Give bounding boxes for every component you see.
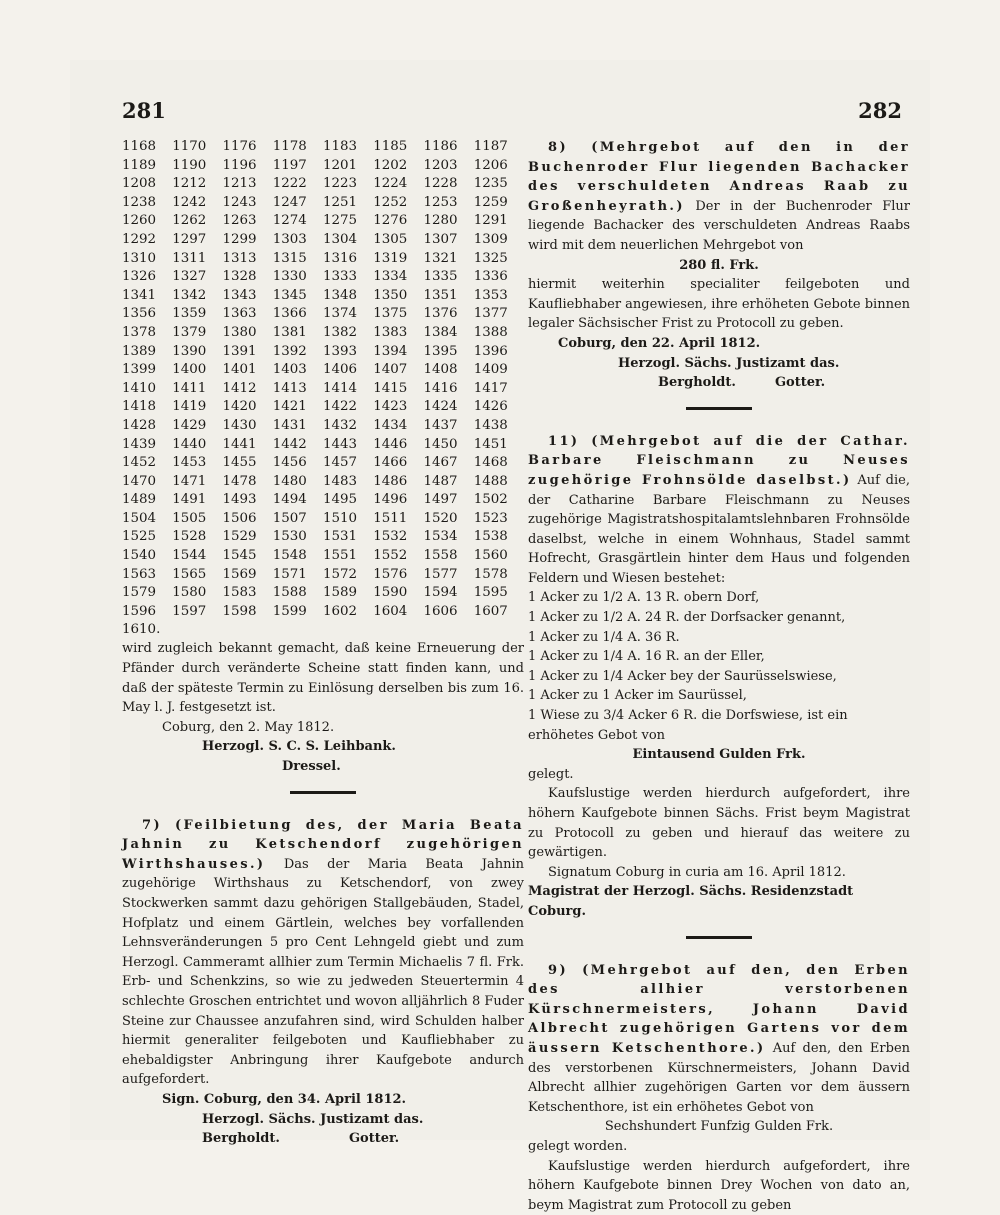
pledge-number: 1571 [273,566,323,585]
notice-11-item: 1 Acker zu 1/4 A. 36 R. [528,628,910,648]
pledge-number: 1551 [323,547,373,566]
pledge-number: 1604 [373,603,423,622]
pledge-number: 1540 [122,547,172,566]
pledge-number: 1375 [373,305,423,324]
pledge-number: 1242 [172,194,222,213]
notice-11-date: Signatum Coburg in curia am 16. April 1812. [528,863,910,883]
pledge-number: 1606 [424,603,474,622]
pledge-number: 1213 [223,175,273,194]
pledge-number: 1223 [323,175,373,194]
pledge-number: 1594 [424,584,474,603]
pledge-number: 1576 [373,566,423,585]
pledge-number: 1412 [223,380,273,399]
pledge-number: 1384 [424,324,474,343]
pledge-number: 1345 [273,287,323,306]
pledge-number: 1382 [323,324,373,343]
pledge-number: 1530 [273,528,323,547]
pledge-number: 1202 [373,157,423,176]
pledge-number: 1598 [223,603,273,622]
section-divider [290,791,356,794]
pledge-number: 1607 [474,603,524,622]
pledge-number: 1572 [323,566,373,585]
pledge-number-row [122,566,524,585]
pledge-number: 1424 [424,398,474,417]
notice-11-items [528,588,910,745]
pledge-number: 1563 [122,566,172,585]
pledge-number: 1434 [373,417,423,436]
pledge-number: 1457 [323,454,373,473]
pledge-number: 1326 [122,268,172,287]
pledge-number: 1353 [474,287,524,306]
pledge-number: 1532 [373,528,423,547]
pawn-notice-text: wird zugleich bekannt gemacht, daß keine Erneuerung der Pfänder durch veränderte Scheine statt finden kann, und daß der späteste Termin zu Einlösung derselben bis zum 16. May l. J. festgesetzt ist. [122,639,524,717]
notice-9 [528,961,910,1118]
pledge-number: 1488 [474,473,524,492]
pledge-number: 1431 [273,417,323,436]
pledge-number: 1579 [122,584,172,603]
pawn-notice-issuer: Herzogl. S. C. S. Leihbank. [122,737,524,757]
pledge-number: 1452 [122,454,172,473]
notice-8-body: Der in der Buchenroder Flur liegende Bachacker des verschuldeten Andreas Raabs wird mit dem neuerlichen Mehrgebot von [528,199,910,253]
notice-11-amount: Eintausend Gulden Frk. [528,745,910,765]
pledge-number: 1280 [424,212,474,231]
pledge-number: 1437 [424,417,474,436]
pledge-number: 1391 [223,343,273,362]
pledge-number: 1259 [474,194,524,213]
notice-7-issuer: Herzogl. Sächs. Justizamt das. [122,1110,524,1130]
notice-7-signer-2: Gotter. [349,1131,399,1146]
notice-9-body: Auf den, den Erben des verstorbenen Kürschnermeisters, Johann David Albrecht allhier zugehörigen Garten vor dem äussern Ketschenthore, ist ein erhöhetes Gebot von [528,1041,910,1115]
pledge-number: 1529 [223,528,273,547]
pledge-number: 1453 [172,454,222,473]
pledge-number: 1451 [474,436,524,455]
pledge-number: 1399 [122,361,172,380]
pledge-number-row [122,343,524,362]
pledge-number: 1590 [373,584,423,603]
notice-8-signers [528,373,910,393]
pledge-number: 1502 [474,491,524,510]
pledge-number: 1238 [122,194,172,213]
right-page-number: 282 [858,98,902,123]
pledge-number: 1262 [172,212,222,231]
pledge-number: 1596 [122,603,172,622]
pledge-number: 1421 [273,398,323,417]
notice-11-item: 1 Acker zu 1/2 A. 13 R. obern Dorf, [528,588,910,608]
pledge-number: 1253 [424,194,474,213]
section-divider [686,936,752,939]
pledge-number: 1206 [474,157,524,176]
pledge-number: 1580 [172,584,222,603]
notice-7-signer-1: Bergholdt. [202,1131,280,1146]
pledge-number: 1577 [424,566,474,585]
pledge-number: 1407 [373,361,423,380]
pledge-number: 1558 [424,547,474,566]
pledge-number: 1170 [172,138,222,157]
pledge-number: 1597 [172,603,222,622]
pledge-number: 1408 [424,361,474,380]
pledge-number: 1525 [122,528,172,547]
pledge-number: 1196 [223,157,273,176]
pledge-number: 1506 [223,510,273,529]
pledge-number: 1291 [474,212,524,231]
pledge-number: 1377 [474,305,524,324]
pledge-number: 1420 [223,398,273,417]
pledge-number: 1224 [373,175,423,194]
pledge-number: 1228 [424,175,474,194]
pledge-number-row [122,157,524,176]
pledge-number: 1495 [323,491,373,510]
pledge-number-row [122,417,524,436]
pledge-number: 1389 [122,343,172,362]
pledge-number: 1589 [323,584,373,603]
pledge-number: 1417 [474,380,524,399]
pledge-number-row [122,194,524,213]
pledge-number: 1419 [172,398,222,417]
pledge-number-row [122,547,524,566]
pledge-number: 1297 [172,231,222,250]
notice-8-date: Coburg, den 22. April 1812. [528,334,910,354]
pledge-number-row [122,250,524,269]
notice-11-item: 1 Acker zu 1/4 Acker bey der Saurüsselswiese, [528,667,910,687]
pledge-number: 1311 [172,250,222,269]
notice-11-heading: 11) (Mehrgebot auf die der Cathar. Barbare Fleischmann zu Neuses zugehörige Frohnsölde daselbst.) [528,434,910,488]
pledge-number: 1505 [172,510,222,529]
notice-7-body: Das der Maria Beata Jahnin zugehörige Wirthshaus zu Ketschendorf, von zwey Stockwerken sammt dazu gehörigen Stallgebäuden, Stadel, Hofplatz und einem Gärtlein, welches bey vorfallenden Lehnsveränderungen 5 pro Cent Lehngeld giebt und zum Herzogl. Cammeramt allhier zum Termin Michaelis 7 fl. Frk. Erb- und Schenkzins, so wie zu jedweden Steuertermin 4 schlechte Groschen entrichtet und wovon alljährlich 8 Fuder Steine zur Chaussee anzufahren sind, wird Schulden halber hiermit generaliter feilgeboten und Kaufliebhaber zu ehebaldigster Anbringung ihrer Kaufgebote andurch aufgefordert. [122,857,524,1088]
pledge-number: 1356 [122,305,172,324]
pledge-number: 1315 [273,250,323,269]
pledge-number: 1359 [172,305,222,324]
pledge-number: 1342 [172,287,222,306]
pledge-number: 1336 [474,268,524,287]
pledge-number: 1330 [273,268,323,287]
pledge-number-row [122,398,524,417]
pledge-number: 1321 [424,250,474,269]
pledge-number: 1235 [474,175,524,194]
pledge-number: 1486 [373,473,423,492]
pledge-number: 1411 [172,380,222,399]
pledge-number: 1497 [424,491,474,510]
pledge-number: 1351 [424,287,474,306]
pledge-number: 1276 [373,212,423,231]
pledge-number: 1432 [323,417,373,436]
notice-8-issuer: Herzogl. Sächs. Justizamt das. [528,354,910,374]
pledge-number-row [122,231,524,250]
pledge-number: 1251 [323,194,373,213]
notice-11-item: 1 Acker zu 1/4 A. 16 R. an der Eller, [528,647,910,667]
notice-11-item: 1 Wiese zu 3/4 Acker 6 R. die Dorfswiese, ist ein erhöhetes Gebot von [528,706,910,745]
pledge-number: 1418 [122,398,172,417]
pledge-number: 1379 [172,324,222,343]
pledge-number: 1201 [323,157,373,176]
pledge-number: 1247 [273,194,323,213]
pledge-number: 1168 [122,138,172,157]
pledge-number: 1578 [474,566,524,585]
pledge-number-row [122,212,524,231]
pledge-number: 1307 [424,231,474,250]
pledge-number: 1487 [424,473,474,492]
pledge-number: 1303 [273,231,323,250]
pledge-number: 1305 [373,231,423,250]
pledge-number: 1569 [223,566,273,585]
right-column [528,138,910,1215]
pledge-number: 1333 [323,268,373,287]
notice-9-heading: 9) (Mehrgebot auf den, den Erben des allhier verstorbenen Kürschnermeisters, Johann David Albrecht zugehörigen Gartens vor dem äussern Ketschenthore.) [528,963,910,1056]
pledge-number: 1197 [273,157,323,176]
pledge-number: 1208 [122,175,172,194]
pledge-number: 1416 [424,380,474,399]
pledge-number: 1252 [373,194,423,213]
pledge-number: 1413 [273,380,323,399]
notice-8-signer-2: Gotter. [775,375,825,390]
pledge-number: 1442 [273,436,323,455]
pledge-number: 1588 [273,584,323,603]
pledge-number: 1415 [373,380,423,399]
pledge-number-row [122,528,524,547]
pledge-number-row [122,138,524,157]
pledge-number: 1470 [122,473,172,492]
pledge-number: 1388 [474,324,524,343]
pledge-number: 1491 [172,491,222,510]
notice-8-body-2: hiermit weiterhin specialiter feilgeboten und Kaufliebhaber angewiesen, ihre erhöheten Gebote binnen legaler Sächsischer Frist zu Protocoll zu geben. [528,275,910,334]
pledge-number-row [122,175,524,194]
pledge-number: 1243 [223,194,273,213]
pledge-number: 1381 [273,324,323,343]
pledge-number: 1401 [223,361,273,380]
pledge-number: 1309 [474,231,524,250]
pledge-number: 1316 [323,250,373,269]
pledge-number: 1430 [223,417,273,436]
pledge-number: 1456 [273,454,323,473]
pledge-number: 1400 [172,361,222,380]
pledge-number: 1396 [474,343,524,362]
pledge-number: 1602 [323,603,373,622]
pledge-number: 1292 [122,231,172,250]
notice-7-signers [122,1129,524,1149]
pawn-notice-date: Coburg, den 2. May 1812. [122,718,524,738]
pledge-number: 1450 [424,436,474,455]
pledge-number: 1343 [223,287,273,306]
pledge-number: 1560 [474,547,524,566]
pledge-number: 1531 [323,528,373,547]
pledge-number: 1438 [474,417,524,436]
pledge-number-table [122,138,524,621]
notice-8-amount: 280 fl. Frk. [528,256,910,276]
pledge-number: 1392 [273,343,323,362]
pledge-number-row [122,361,524,380]
pledge-number: 1441 [223,436,273,455]
pledge-number: 1275 [323,212,373,231]
pledge-number: 1583 [223,584,273,603]
pledge-number: 1414 [323,380,373,399]
pledge-number: 1189 [122,157,172,176]
pledge-number: 1446 [373,436,423,455]
pledge-number: 1378 [122,324,172,343]
left-page-number: 281 [122,98,166,123]
pledge-number: 1390 [172,343,222,362]
pledge-number: 1190 [172,157,222,176]
pledge-number: 1483 [323,473,373,492]
pledge-number: 1440 [172,436,222,455]
pawn-notice-signer: Dressel. [122,757,524,777]
pledge-number: 1394 [373,343,423,362]
notice-11-body-2: gelegt. [528,765,910,785]
pledge-number-row [122,510,524,529]
pledge-number: 1383 [373,324,423,343]
pledge-number: 1552 [373,547,423,566]
pledge-number: 1212 [172,175,222,194]
pledge-number: 1183 [323,138,373,157]
pledge-number: 1428 [122,417,172,436]
pledge-number: 1186 [424,138,474,157]
pledge-number: 1310 [122,250,172,269]
pledge-number: 1528 [172,528,222,547]
notice-8-signer-1: Bergholdt. [658,375,736,390]
pledge-number: 1599 [273,603,323,622]
pledge-number: 1466 [373,454,423,473]
notice-11-item: 1 Acker zu 1 Acker im Saurüssel, [528,686,910,706]
section-divider [686,407,752,410]
pledge-number: 1595 [474,584,524,603]
pledge-number: 1335 [424,268,474,287]
pledge-number-row [122,584,524,603]
pledge-number: 1380 [223,324,273,343]
pledge-number: 1334 [373,268,423,287]
notice-9-body-3: Kaufslustige werden hierdurch aufgefordert, ihre höhern Kaufgebote binnen Drey Wochen von dato an, beym Magistrat zum Protocoll zu geben [528,1157,910,1215]
pledge-number: 1510 [323,510,373,529]
left-column [122,138,524,1149]
pledge-number: 1260 [122,212,172,231]
pledge-number: 1393 [323,343,373,362]
pledge-number: 1548 [273,547,323,566]
pledge-number: 1304 [323,231,373,250]
pledge-number: 1328 [223,268,273,287]
pledge-number: 1496 [373,491,423,510]
pledge-number-row [122,324,524,343]
pledge-number-row [122,603,524,622]
pledge-number-row [122,268,524,287]
pledge-number: 1504 [122,510,172,529]
pledge-number: 1366 [273,305,323,324]
notice-9-amount: Sechshundert Funfzig Gulden Frk. [528,1117,910,1137]
pledge-number-row [122,473,524,492]
pledge-number: 1376 [424,305,474,324]
pledge-number: 1341 [122,287,172,306]
pledge-number: 1493 [223,491,273,510]
pledge-number: 1374 [323,305,373,324]
pledge-number: 1299 [223,231,273,250]
pledge-number: 1263 [223,212,273,231]
pledge-number: 1410 [122,380,172,399]
pledge-number: 1203 [424,157,474,176]
pledge-number: 1185 [373,138,423,157]
notice-11-body: Auf die, der Catharine Barbare Fleischmann zu Neuses zugehörige Magistratshospitalamtslehnbaren Frohnsölde daselbst, welche in einem Wohnhaus, Stadel sammt Hofrecht, Grasgärtlein hinter dem Haus und folgenden Feldern und Wiesen bestehet: [528,473,910,586]
pledge-number: 1222 [273,175,323,194]
pledge-number: 1274 [273,212,323,231]
pledge-number: 1348 [323,287,373,306]
pledge-number: 1406 [323,361,373,380]
notice-11-issuer: Magistrat der Herzogl. Sächs. Residenzstadt Coburg. [528,882,910,921]
pledge-number: 1426 [474,398,524,417]
pledge-number: 1325 [474,250,524,269]
pledge-number: 1468 [474,454,524,473]
pledge-number: 1176 [223,138,273,157]
pledge-number: 1178 [273,138,323,157]
pledge-number: 1507 [273,510,323,529]
pledge-number: 1403 [273,361,323,380]
pledge-number-row [122,380,524,399]
notice-7-heading: 7) (Feilbietung des, der Maria Beata Jahnin zu Ketschendorf zugehörigen Wirthshauses.) [122,818,524,872]
pledge-number: 1471 [172,473,222,492]
pledge-number: 1327 [172,268,222,287]
pledge-number-row [122,454,524,473]
pledge-number: 1409 [474,361,524,380]
pledge-number: 1494 [273,491,323,510]
pledge-number: 1545 [223,547,273,566]
pledge-number: 1429 [172,417,222,436]
pledge-number: 1565 [172,566,222,585]
pledge-number: 1523 [474,510,524,529]
pledge-number: 1395 [424,343,474,362]
pledge-number: 1534 [424,528,474,547]
pledge-number: 1544 [172,547,222,566]
pledge-number: 1423 [373,398,423,417]
notice-7-date: Sign. Coburg, den 34. April 1812. [122,1090,524,1110]
newspaper-page [70,60,930,1140]
pledge-number: 1350 [373,287,423,306]
pledge-number: 1455 [223,454,273,473]
pledge-number: 1520 [424,510,474,529]
pledge-number: 1439 [122,436,172,455]
notice-8-heading: 8) (Mehrgebot auf den in der Buchenroder Flur liegenden Bachacker des verschuldeten Andreas Raab zu Großenheyrath.) [528,140,910,214]
pledge-number-row [122,436,524,455]
pledge-number-row [122,287,524,306]
pledge-number: 1467 [424,454,474,473]
pledge-number: 1443 [323,436,373,455]
pledge-number: 1480 [273,473,323,492]
pledge-number-row [122,491,524,510]
pledge-number: 1363 [223,305,273,324]
pledge-number: 1313 [223,250,273,269]
notice-11 [528,432,910,589]
notice-8 [528,138,910,256]
notice-11-item: 1 Acker zu 1/2 A. 24 R. der Dorfsacker genannt, [528,608,910,628]
pledge-number-row [122,305,524,324]
pledge-number: 1422 [323,398,373,417]
pledge-number: 1187 [474,138,524,157]
notice-7 [122,816,524,1090]
pledge-number: 1319 [373,250,423,269]
pledge-number: 1489 [122,491,172,510]
notice-9-body-2: gelegt worden. [528,1137,910,1157]
pledge-number: 1511 [373,510,423,529]
notice-11-body-3: Kaufslustige werden hierdurch aufgefordert, ihre höhern Kaufgebote binnen Sächs. Frist beym Magistrat zu Protocoll zu geben und hierauf das weitere zu gewärtigen. [528,784,910,862]
pledge-number: 1538 [474,528,524,547]
pledge-number-final: 1610. [122,621,524,639]
pledge-number: 1478 [223,473,273,492]
